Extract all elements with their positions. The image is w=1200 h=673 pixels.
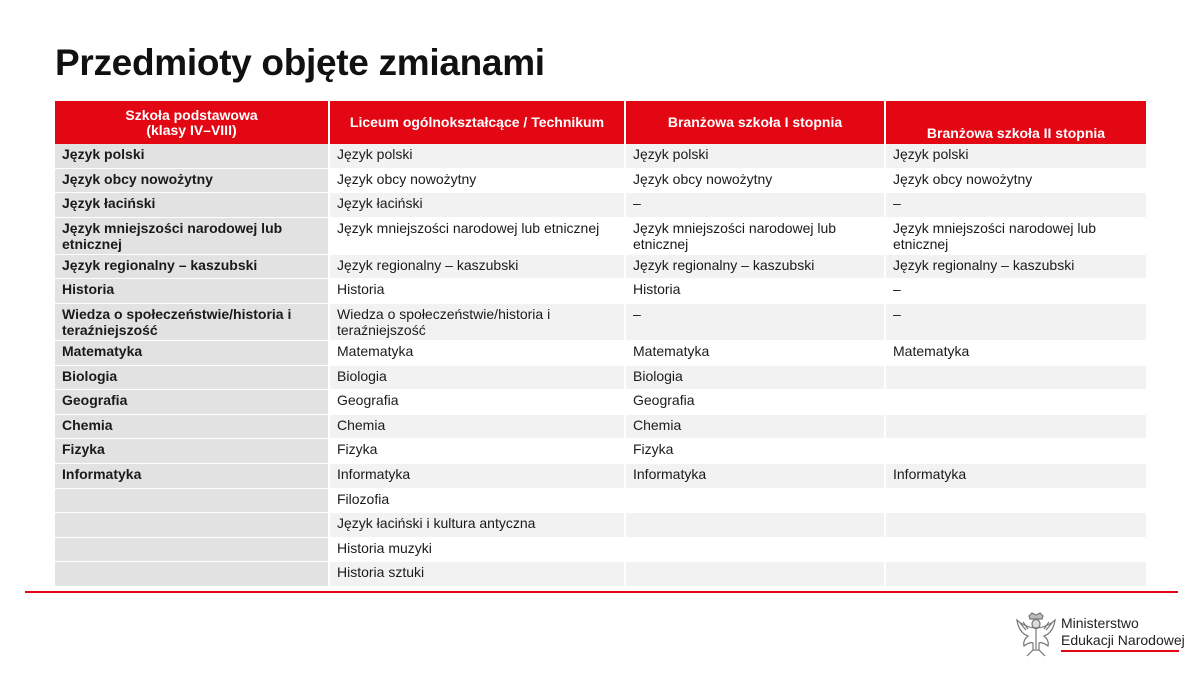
table-row <box>55 439 1146 464</box>
table-cell <box>625 488 885 513</box>
table-cell: Chemia <box>625 414 885 439</box>
table-cell: Geografia <box>55 390 329 415</box>
table-cell: Język polski <box>55 144 329 168</box>
column-header-3: Branżowa szkoła I stopnia <box>625 101 885 144</box>
table-cell <box>885 513 1146 538</box>
table-row <box>55 303 1146 340</box>
table-cell: – <box>885 193 1146 218</box>
table-cell: Informatyka <box>885 463 1146 488</box>
table-cell <box>885 488 1146 513</box>
table-cell: Historia <box>625 279 885 304</box>
table-cell <box>885 414 1146 439</box>
table-row <box>55 144 1146 168</box>
table-row <box>55 168 1146 193</box>
table-row <box>55 365 1146 390</box>
table-row <box>55 463 1146 488</box>
table-cell: Język regionalny – kaszubski <box>55 254 329 279</box>
subjects-table <box>55 101 1146 587</box>
table-cell: Język obcy nowożytny <box>329 168 625 193</box>
table-cell: Historia <box>55 279 329 304</box>
table-cell <box>55 562 329 587</box>
table-cell <box>625 562 885 587</box>
table-cell: Informatyka <box>329 463 625 488</box>
table-cell <box>55 513 329 538</box>
table-cell: Język polski <box>329 144 625 168</box>
table-cell <box>625 513 885 538</box>
table-row <box>55 562 1146 587</box>
table-row <box>55 279 1146 304</box>
bottom-divider <box>25 591 1178 593</box>
table-row <box>55 513 1146 538</box>
table-cell: Wiedza o społeczeństwie/historia i teraźniejszość <box>55 303 329 340</box>
table-cell: Język łaciński <box>329 193 625 218</box>
table-body <box>55 144 1146 586</box>
table-cell <box>885 537 1146 562</box>
table-cell: Język obcy nowożytny <box>55 168 329 193</box>
table-cell <box>55 537 329 562</box>
table-cell: Matematyka <box>625 340 885 365</box>
table-cell: Historia <box>329 279 625 304</box>
table-cell: Język obcy nowożytny <box>885 168 1146 193</box>
table-cell: Język łaciński <box>55 193 329 218</box>
table-row <box>55 254 1146 279</box>
table-cell: Informatyka <box>625 463 885 488</box>
table-cell: – <box>625 303 885 340</box>
table-cell: Wiedza o społeczeństwie/historia i teraźniejszość <box>329 303 625 340</box>
table-cell: Matematyka <box>55 340 329 365</box>
table-cell: Język regionalny – kaszubski <box>625 254 885 279</box>
table-cell <box>885 365 1146 390</box>
table-cell: Chemia <box>329 414 625 439</box>
table-cell: – <box>885 303 1146 340</box>
eagle-emblem-icon <box>1015 612 1057 658</box>
table-row <box>55 390 1146 415</box>
table-header-row <box>55 101 1146 144</box>
table-row <box>55 217 1146 254</box>
table-cell: Biologia <box>329 365 625 390</box>
table-row <box>55 537 1146 562</box>
table-cell: – <box>625 193 885 218</box>
table-cell: Język regionalny – kaszubski <box>885 254 1146 279</box>
logo-text-education: Edukacji Narodowej <box>1061 632 1185 648</box>
table-row <box>55 488 1146 513</box>
table-cell: Język obcy nowożytny <box>625 168 885 193</box>
table-cell: Język mniejszości narodowej lub etnicznej <box>329 217 625 254</box>
logo-text-ministry: Ministerstwo <box>1061 615 1139 631</box>
column-header-4: Branżowa szkoła II stopnia <box>885 101 1146 144</box>
table-cell: Matematyka <box>885 340 1146 365</box>
table-cell: Fizyka <box>329 439 625 464</box>
table-cell: Geografia <box>329 390 625 415</box>
table-cell: Fizyka <box>55 439 329 464</box>
table-cell: Język mniejszości narodowej lub etnicznej <box>885 217 1146 254</box>
page-title: Przedmioty objęte zmianami <box>55 42 545 83</box>
table-cell: Język łaciński i kultura antyczna <box>329 513 625 538</box>
table-cell <box>885 390 1146 415</box>
table-cell <box>625 537 885 562</box>
table-cell: Historia sztuki <box>329 562 625 587</box>
table-cell: Historia muzyki <box>329 537 625 562</box>
table-row <box>55 414 1146 439</box>
table-cell: Fizyka <box>625 439 885 464</box>
column-header-1: Szkoła podstawowa (klasy IV–VIII) <box>55 101 329 144</box>
logo-underline <box>1061 650 1179 652</box>
table-cell: Matematyka <box>329 340 625 365</box>
table-cell: – <box>885 279 1146 304</box>
table-cell: Język polski <box>885 144 1146 168</box>
table-row <box>55 193 1146 218</box>
table-cell <box>885 562 1146 587</box>
table-cell: Chemia <box>55 414 329 439</box>
table-cell: Filozofia <box>329 488 625 513</box>
table-cell: Język mniejszości narodowej lub etnicznej <box>625 217 885 254</box>
column-header-2: Liceum ogólnokształcące / Technikum <box>329 101 625 144</box>
table-cell <box>55 488 329 513</box>
table-row <box>55 340 1146 365</box>
table-cell: Informatyka <box>55 463 329 488</box>
table-cell: Język polski <box>625 144 885 168</box>
table-cell: Język regionalny – kaszubski <box>329 254 625 279</box>
table-cell: Geografia <box>625 390 885 415</box>
ministry-logo <box>1015 612 1185 662</box>
table-cell: Język mniejszości narodowej lub etnicznej <box>55 217 329 254</box>
table-cell: Biologia <box>55 365 329 390</box>
table-cell <box>885 439 1146 464</box>
table-cell: Biologia <box>625 365 885 390</box>
